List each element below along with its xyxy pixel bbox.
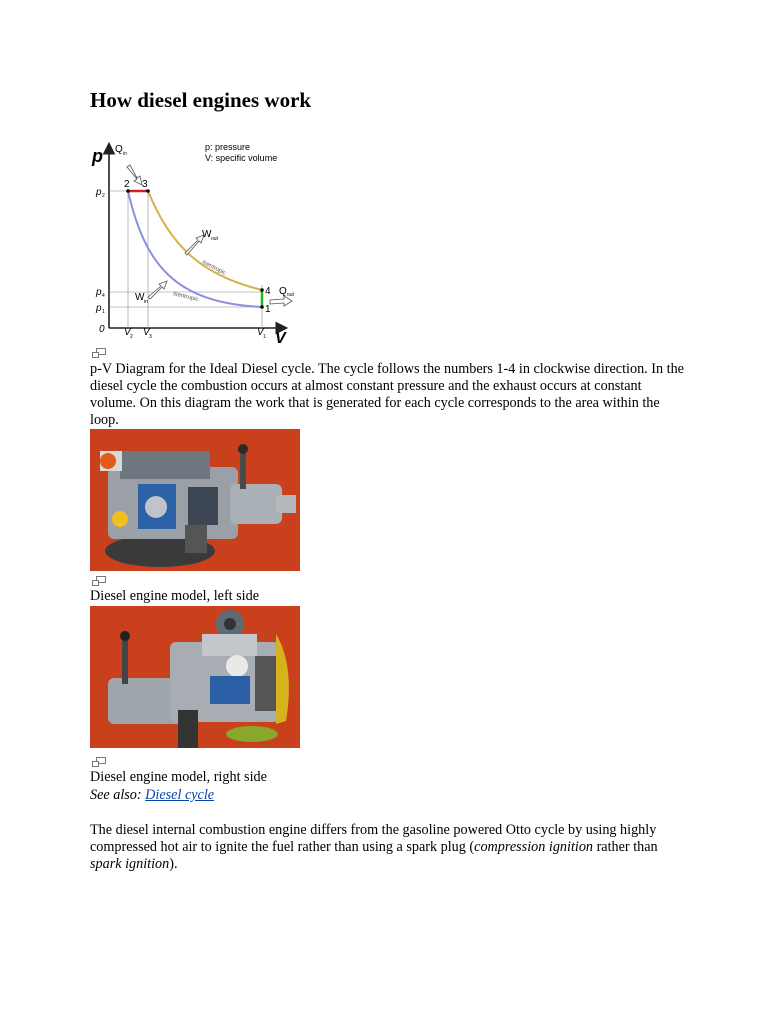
compression-ignition-term: compression ignition — [474, 839, 594, 855]
see-also-prefix: See also: — [90, 787, 146, 803]
engine-right-caption: Diesel engine model, right side — [90, 769, 267, 785]
engine-left-photo[interactable] — [90, 429, 300, 571]
body-paragraph — [90, 822, 690, 873]
p1-label: p — [96, 303, 102, 314]
isentropic-expansion-curve — [148, 191, 262, 290]
v3-sub: 3 — [149, 334, 152, 340]
body-text-part-3: ). — [169, 856, 178, 872]
spark-ignition-term: spark ignition — [90, 856, 170, 872]
w-in-arrow-icon — [148, 281, 167, 299]
p2-label: p — [96, 187, 102, 198]
p1-sub: 1 — [102, 309, 105, 315]
diesel-cycle-link[interactable]: Diesel cycle — [145, 787, 215, 803]
v1-label: V — [257, 327, 264, 338]
body-text-part-2: rather than — [593, 839, 658, 855]
pv-diagram[interactable] — [90, 135, 302, 347]
point-4-label: 4 — [265, 286, 271, 297]
legend-volume: V: specific volume — [205, 153, 278, 163]
point-2-label: 2 — [124, 179, 130, 190]
v2-sub: 2 — [130, 334, 133, 340]
p4-sub: 4 — [102, 293, 105, 299]
see-also — [90, 787, 690, 804]
legend-pressure: p: pressure — [205, 142, 251, 152]
body-text-part-1: The diesel internal combustion engine differs from the gasoline powered Otto cycle by using highly compressed hot air to ignite the fuel rather than using a spark plug ( — [90, 822, 657, 855]
w-out-label: W — [202, 229, 212, 240]
q-out-sub: out — [287, 292, 294, 298]
engine-right-photo[interactable] — [90, 606, 300, 748]
v3-label: V — [143, 327, 150, 338]
q-in-sub: in — [123, 151, 127, 157]
q-in-label: Q — [115, 144, 123, 155]
w-in-label: W — [135, 292, 145, 303]
enlarge-icon[interactable] — [92, 757, 106, 767]
v2-label: V — [124, 327, 131, 338]
engine-left-caption: Diesel engine model, left side — [90, 588, 260, 604]
page-title: How diesel engines work — [90, 88, 312, 112]
q-out-label: Q — [279, 286, 287, 297]
point-1-label: 1 — [265, 304, 271, 315]
enlarge-icon[interactable] — [92, 348, 106, 358]
enlarge-icon[interactable] — [92, 576, 106, 586]
state-points — [126, 189, 264, 309]
w-in-sub: in — [144, 299, 148, 305]
point-3-label: 3 — [142, 179, 148, 190]
v1-sub: 1 — [263, 334, 266, 340]
pv-diagram-caption: p-V Diagram for the Ideal Diesel cycle. The cycle follows the numbers 1-4 in clockwise direction. In the diesel cycle the combustion occurs at almost constant pressure and the exhaust occurs at constant volume. On this diagram the work that is generated for each cycle corresponds to the area within the loop. — [90, 361, 684, 428]
guide-lines — [109, 191, 262, 328]
p2-sub: 2 — [102, 193, 105, 199]
v-axis-label: V — [275, 330, 286, 347]
origin-label: 0 — [99, 324, 105, 335]
isentropic-lower-label: isentropic — [172, 291, 199, 304]
p-axis-label: p — [92, 146, 103, 166]
p4-label: p — [96, 287, 102, 298]
isentropic-upper-label: isentropic — [201, 259, 227, 277]
w-out-sub: out — [211, 236, 218, 242]
